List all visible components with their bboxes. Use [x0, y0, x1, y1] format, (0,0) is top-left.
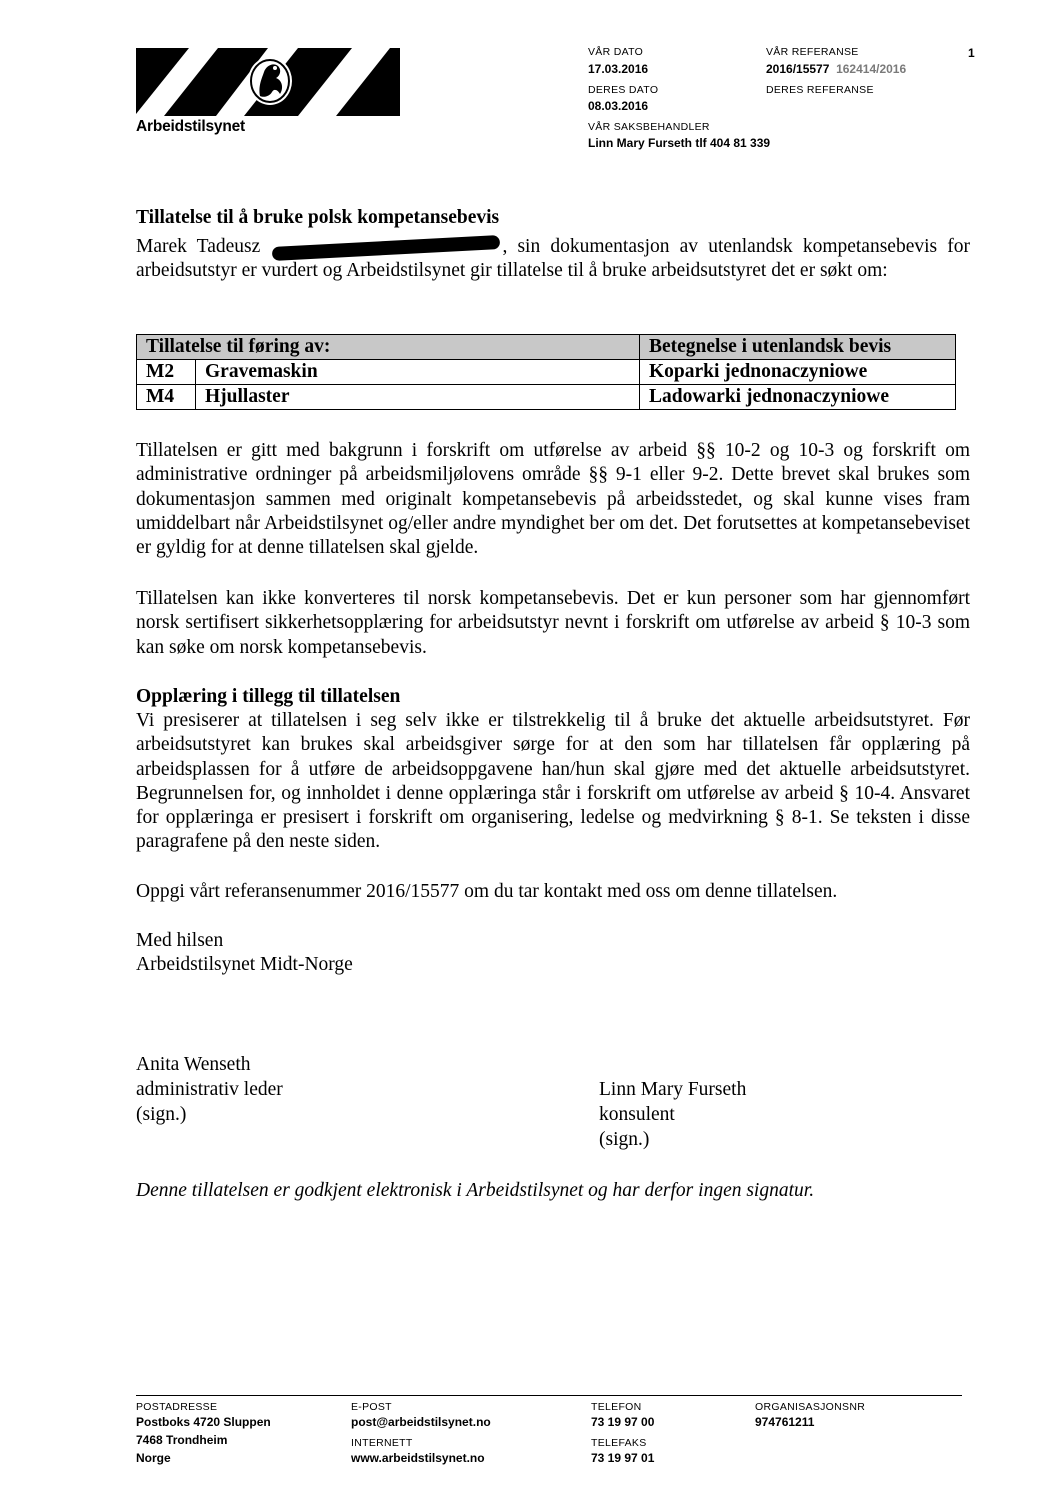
intro-name: Marek Tadeusz	[136, 236, 261, 257]
permission-table	[136, 334, 956, 410]
epost-label: E-POST	[351, 1401, 392, 1413]
telefaks: 73 19 97 01	[591, 1451, 655, 1465]
postadresse-line-3: Norge	[136, 1451, 171, 1465]
row-name: Hjullaster	[196, 385, 640, 410]
epost-link[interactable]: post@arbeidstilsynet.no	[351, 1415, 491, 1429]
row-code: M2	[137, 360, 196, 385]
col1-header: Tillatelse til føring av:	[137, 335, 640, 360]
row-foreign: Ladowarki jednonaczyniowe	[640, 385, 956, 410]
signatory-2-title: konsulent	[599, 1104, 675, 1125]
postadresse-label: POSTADRESSE	[136, 1401, 218, 1413]
paragraph-conversion: Tillatelsen kan ikke konverteres til norsk kompetansebevis. Det er kun personer som har gjennomført norsk sertifisert sikkerhetsopplæring for arbeidsutstyr nevnt i forskrift om utførelse av arbeid § 10-3 som kan søke om norsk kompetansebevis.	[136, 588, 970, 658]
signatory-1-title: administrativ leder	[136, 1079, 283, 1100]
page-number: 1	[968, 46, 975, 60]
paragraph-basis: Tillatelsen er gitt med bakgrunn i forskrift om utførelse av arbeid §§ 10-2 og 10-3 og forskrift om administrative ordninger på arbeidsmiljølovens område §§ 9-1 eller 9-2. Dette brevet skal brukes som dokumentasjon sammen med originalt kompetansebevis på arbeidsstedet, og skal kunne vises fram umiddelbart når Arbeidstilsynet og/eller andre myndighet ber om det. Det forutsettes at kompetansebeviset er gyldig for at denne tillatelsen skal gjelde.	[136, 440, 970, 559]
logo-stripes-graphic	[136, 48, 400, 116]
orgnr-label: ORGANISASJONSNR	[755, 1401, 866, 1413]
arbeidstilsynet-logo	[136, 48, 400, 116]
table-row	[137, 360, 956, 385]
postadresse-line-2: 7468 Trondheim	[136, 1433, 228, 1447]
row-code: M4	[137, 385, 196, 410]
var-referanse	[766, 62, 906, 76]
deres-referanse-label: DERES REFERANSE	[766, 84, 874, 96]
letter-title: Tillatelse til å bruke polsk kompetansebevis	[136, 207, 500, 228]
signatory-1-name: Anita Wenseth	[136, 1054, 251, 1075]
table-row	[137, 385, 956, 410]
paragraph-reference: Oppgi vårt referansenummer 2016/15577 om du tar kontakt med oss om denne tillatelsen.	[136, 881, 838, 902]
postadresse-line-1: Postboks 4720 Sluppen	[136, 1415, 271, 1429]
paragraph-training: Vi presiserer at tillatelsen i seg selv ikke er tilstrekkelig til å bruke det aktuelle arbeidsutstyret. Før arbeidsutstyret kan brukes skal arbeidsgiver sørge for at den som har tillatelsen får opplæring på arbeidsplassen for å utføre de arbeidsoppgavene han/hun skal gjøre med det aktuelle arbeidsutstyret. Begrunnelsen for, og innholdet i denne opplæringa står i forskrift om utførelse av arbeid § 10-4. Ansvaret for opplæringa er presisert i forskrift om organisering, ledelse og medvirkning § 8-1. Se teksten i disse paragrafene på den neste siden.	[136, 710, 970, 853]
greeting: Med hilsen	[136, 930, 224, 951]
saksbehandler-label: VÅR SAKSBEHANDLER	[588, 121, 710, 133]
section-heading: Opplæring i tillegg til tillatelsen	[136, 686, 401, 707]
lion-emblem-icon	[248, 57, 292, 105]
telefaks-label: TELEFAKS	[591, 1437, 647, 1449]
postadresse	[136, 1413, 271, 1467]
var-referanse-alt: 162414/2016	[836, 62, 907, 76]
sender-org: Arbeidstilsynet Midt-Norge	[136, 954, 353, 975]
telefon: 73 19 97 00	[591, 1415, 655, 1429]
redaction-mark	[272, 235, 500, 261]
telefon-label: TELEFON	[591, 1401, 642, 1413]
footer-divider	[136, 1395, 962, 1396]
deres-dato-label: DERES DATO	[588, 84, 659, 96]
signatory-1-sign: (sign.)	[136, 1104, 187, 1125]
var-referanse-label: VÅR REFERANSE	[766, 46, 859, 58]
internett-label: INTERNETT	[351, 1437, 413, 1449]
saksbehandler: Linn Mary Furseth tlf 404 81 339	[588, 136, 771, 150]
row-name: Gravemaskin	[196, 360, 640, 385]
orgnr: 974761211	[755, 1415, 815, 1429]
signatory-2-name: Linn Mary Furseth	[599, 1079, 747, 1100]
var-referanse-number: 2016/15577	[766, 62, 830, 76]
intro-rest: , sin dokumentasjon av utenlandsk kompetansebevis for arbeidsutstyr er vurdert og Arbeidstilsynet gir tillatelse til å bruke arbeidsutstyret det er søkt om:	[136, 236, 970, 282]
electronic-approval-note: Denne tillatelsen er godkjent elektronisk i Arbeidstilsynet og har derfor ingen signatur.	[136, 1180, 815, 1201]
signatory-2-sign: (sign.)	[599, 1129, 650, 1150]
intro-paragraph	[136, 235, 970, 284]
org-name: Arbeidstilsynet	[136, 118, 245, 135]
deres-dato: 08.03.2016	[588, 99, 649, 113]
internett-link[interactable]: www.arbeidstilsynet.no	[351, 1451, 485, 1465]
var-dato: 17.03.2016	[588, 62, 649, 76]
var-dato-label: VÅR DATO	[588, 46, 644, 58]
row-foreign: Koparki jednonaczyniowe	[640, 360, 956, 385]
table-header-row	[137, 335, 956, 360]
col2-header: Betegnelse i utenlandsk bevis	[640, 335, 956, 360]
